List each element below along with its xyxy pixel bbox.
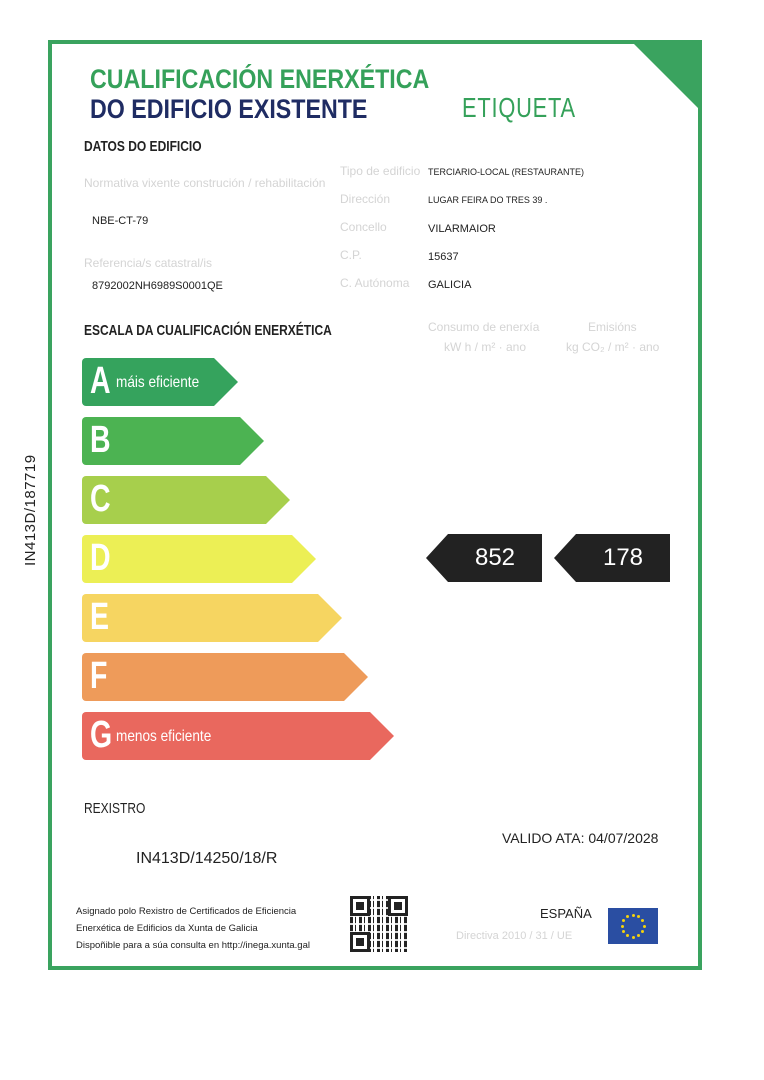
norm-value: NBE-CT-79 xyxy=(92,215,149,227)
registry-number: IN413D/14250/18/R xyxy=(136,850,278,867)
postal-label: C.P. xyxy=(340,248,362,262)
eu-star xyxy=(626,915,629,918)
class-g-letter: G xyxy=(90,714,113,756)
consumption-header-line2: kW h / m² · ano xyxy=(444,340,527,354)
footer-line3: Dispoñible para a súa consulta en http://inega.xunta.gal xyxy=(76,940,310,951)
class-d-letter: D xyxy=(90,537,111,579)
registry-label: REXISTRO xyxy=(84,800,146,817)
eu-star xyxy=(622,919,625,922)
region-label: C. Autónoma xyxy=(340,276,410,290)
qr-finder-top-right xyxy=(388,896,408,916)
consumption-badge: 852 xyxy=(448,534,542,582)
eu-flag-icon xyxy=(608,908,658,944)
qr-finder-bottom-left xyxy=(350,932,370,952)
side-reference: IN413D/187719 xyxy=(22,454,39,566)
eu-star xyxy=(643,925,646,928)
class-b-letter: B xyxy=(90,419,111,461)
class-a-desc: máis eficiente xyxy=(116,374,200,391)
class-b-arrow-tip xyxy=(240,417,264,465)
eu-star xyxy=(637,934,640,937)
class-a-letter: A xyxy=(90,360,111,402)
corner-triangle xyxy=(630,40,702,112)
qr-code-icon xyxy=(350,896,408,952)
class-d-arrow xyxy=(82,535,292,583)
qr-finder-top-left xyxy=(350,896,370,916)
cadastral-label: Referencia/s catastral/is xyxy=(84,256,213,270)
class-c-arrow xyxy=(82,476,266,524)
class-f-arrow xyxy=(82,653,344,701)
class-d-arrow-tip xyxy=(292,535,316,583)
footer-line1: Asignado polo Rexistro de Certificados de Eficiencia xyxy=(76,906,297,917)
class-g-arrow xyxy=(82,712,370,760)
class-e-letter: E xyxy=(90,596,110,638)
footer-line2: Enerxética de Edificios da Xunta de Galicia xyxy=(76,923,258,934)
eu-star xyxy=(641,919,644,922)
title-line2: DO EDIFICIO EXISTENTE xyxy=(90,94,368,124)
country-label: ESPAÑA xyxy=(540,906,592,921)
eu-star xyxy=(632,914,635,917)
eu-star xyxy=(641,930,644,933)
address-value: LUGAR FEIRA DO TRES 39 . xyxy=(428,195,548,205)
eu-star xyxy=(621,925,624,928)
consumption-header-line1: Consumo de enerxía xyxy=(428,320,540,334)
emissions-header-line2: kg CO₂ / m² · ano xyxy=(566,340,660,354)
region-value: GALICIA xyxy=(428,279,472,291)
emissions-header-line1: Emisións xyxy=(588,320,637,334)
cadastral-value: 8792002NH6989S0001QE xyxy=(92,280,223,292)
etiqueta-label: ETIQUETA xyxy=(462,92,576,123)
title-line1: CUALIFICACIÓN ENERXÉTICA xyxy=(90,64,430,94)
class-e-arrow-tip xyxy=(318,594,342,642)
type-value: TERCIARIO-LOCAL (RESTAURANTE) xyxy=(428,167,585,177)
directive-label: Directiva 2010 / 31 / UE xyxy=(456,930,573,942)
valid-until: VALIDO ATA: 04/07/2028 xyxy=(502,830,659,846)
class-b-arrow xyxy=(82,417,240,465)
class-c-letter: C xyxy=(90,478,111,520)
address-label: Dirección xyxy=(340,192,391,206)
class-f-letter: F xyxy=(90,655,108,697)
class-f-arrow-tip xyxy=(344,653,368,701)
energy-label-card xyxy=(48,40,702,970)
class-a-arrow xyxy=(82,358,214,406)
scale-section-title: ESCALA DA CUALIFICACIÓN ENERXÉTICA xyxy=(84,322,332,339)
eu-star xyxy=(637,915,640,918)
class-a-arrow-tip xyxy=(214,358,238,406)
municipality-label: Concello xyxy=(340,220,387,234)
eu-star xyxy=(622,930,625,933)
eu-star xyxy=(626,934,629,937)
class-g-desc: menos eficiente xyxy=(116,728,212,745)
municipality-value: VILARMAIOR xyxy=(428,223,496,235)
eu-star xyxy=(632,936,635,939)
class-c-arrow-tip xyxy=(266,476,290,524)
class-g-arrow-tip xyxy=(370,712,394,760)
type-label: Tipo de edificio xyxy=(340,164,421,178)
postal-value: 15637 xyxy=(428,251,459,263)
class-e-arrow xyxy=(82,594,318,642)
norm-label: Normativa vixente construción / rehabilitación xyxy=(84,176,326,190)
emissions-badge: 178 xyxy=(576,534,670,582)
building-section-title: DATOS DO EDIFICIO xyxy=(84,138,202,155)
